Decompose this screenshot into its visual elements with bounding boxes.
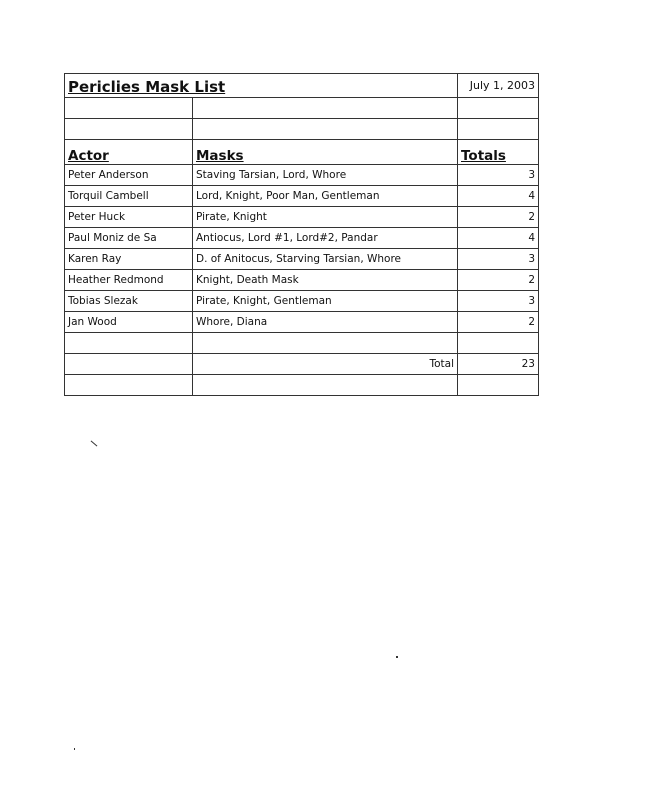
actor-cell: Jan Wood (65, 312, 193, 333)
total-cell: 3 (458, 249, 539, 270)
actor-cell: Paul Moniz de Sa (65, 228, 193, 249)
total-cell: 4 (458, 186, 539, 207)
empty-row (65, 333, 539, 354)
table-row (65, 291, 539, 312)
empty-row (65, 98, 539, 119)
actor-cell: Tobias Slezak (65, 291, 193, 312)
scan-mark (91, 441, 98, 447)
title-row (65, 74, 539, 98)
header-totals: Totals (458, 140, 539, 165)
total-cell: 2 (458, 207, 539, 228)
masks-cell: Antiocus, Lord #1, Lord#2, Pandar (193, 228, 458, 249)
total-label: Total (193, 354, 458, 375)
scan-speck (74, 748, 75, 750)
table-row (65, 207, 539, 228)
masks-cell: Staving Tarsian, Lord, Whore (193, 165, 458, 186)
table-row (65, 270, 539, 291)
total-cell: 4 (458, 228, 539, 249)
header-actor: Actor (65, 140, 193, 165)
actor-cell: Karen Ray (65, 249, 193, 270)
masks-cell: D. of Anitocus, Starving Tarsian, Whore (193, 249, 458, 270)
total-cell: 3 (458, 291, 539, 312)
masks-cell: Knight, Death Mask (193, 270, 458, 291)
masks-cell: Pirate, Knight, Gentleman (193, 291, 458, 312)
header-masks: Masks (193, 140, 458, 165)
scan-speck (396, 656, 398, 658)
table-row (65, 228, 539, 249)
empty-row (65, 119, 539, 140)
empty-row (65, 375, 539, 396)
header-row (65, 140, 539, 165)
total-value: 23 (458, 354, 539, 375)
table-row (65, 249, 539, 270)
total-cell: 2 (458, 270, 539, 291)
document-title: Periclies Mask List (65, 74, 458, 98)
total-cell: 2 (458, 312, 539, 333)
actor-cell: Peter Anderson (65, 165, 193, 186)
actor-cell: Peter Huck (65, 207, 193, 228)
masks-cell: Lord, Knight, Poor Man, Gentleman (193, 186, 458, 207)
actor-cell: Heather Redmond (65, 270, 193, 291)
table-row (65, 165, 539, 186)
total-cell: 3 (458, 165, 539, 186)
actor-cell: Torquil Cambell (65, 186, 193, 207)
document-date: July 1, 2003 (458, 74, 539, 98)
table-row (65, 186, 539, 207)
mask-list-table (64, 73, 539, 396)
masks-cell: Pirate, Knight (193, 207, 458, 228)
table-row (65, 312, 539, 333)
total-row (65, 354, 539, 375)
masks-cell: Whore, Diana (193, 312, 458, 333)
